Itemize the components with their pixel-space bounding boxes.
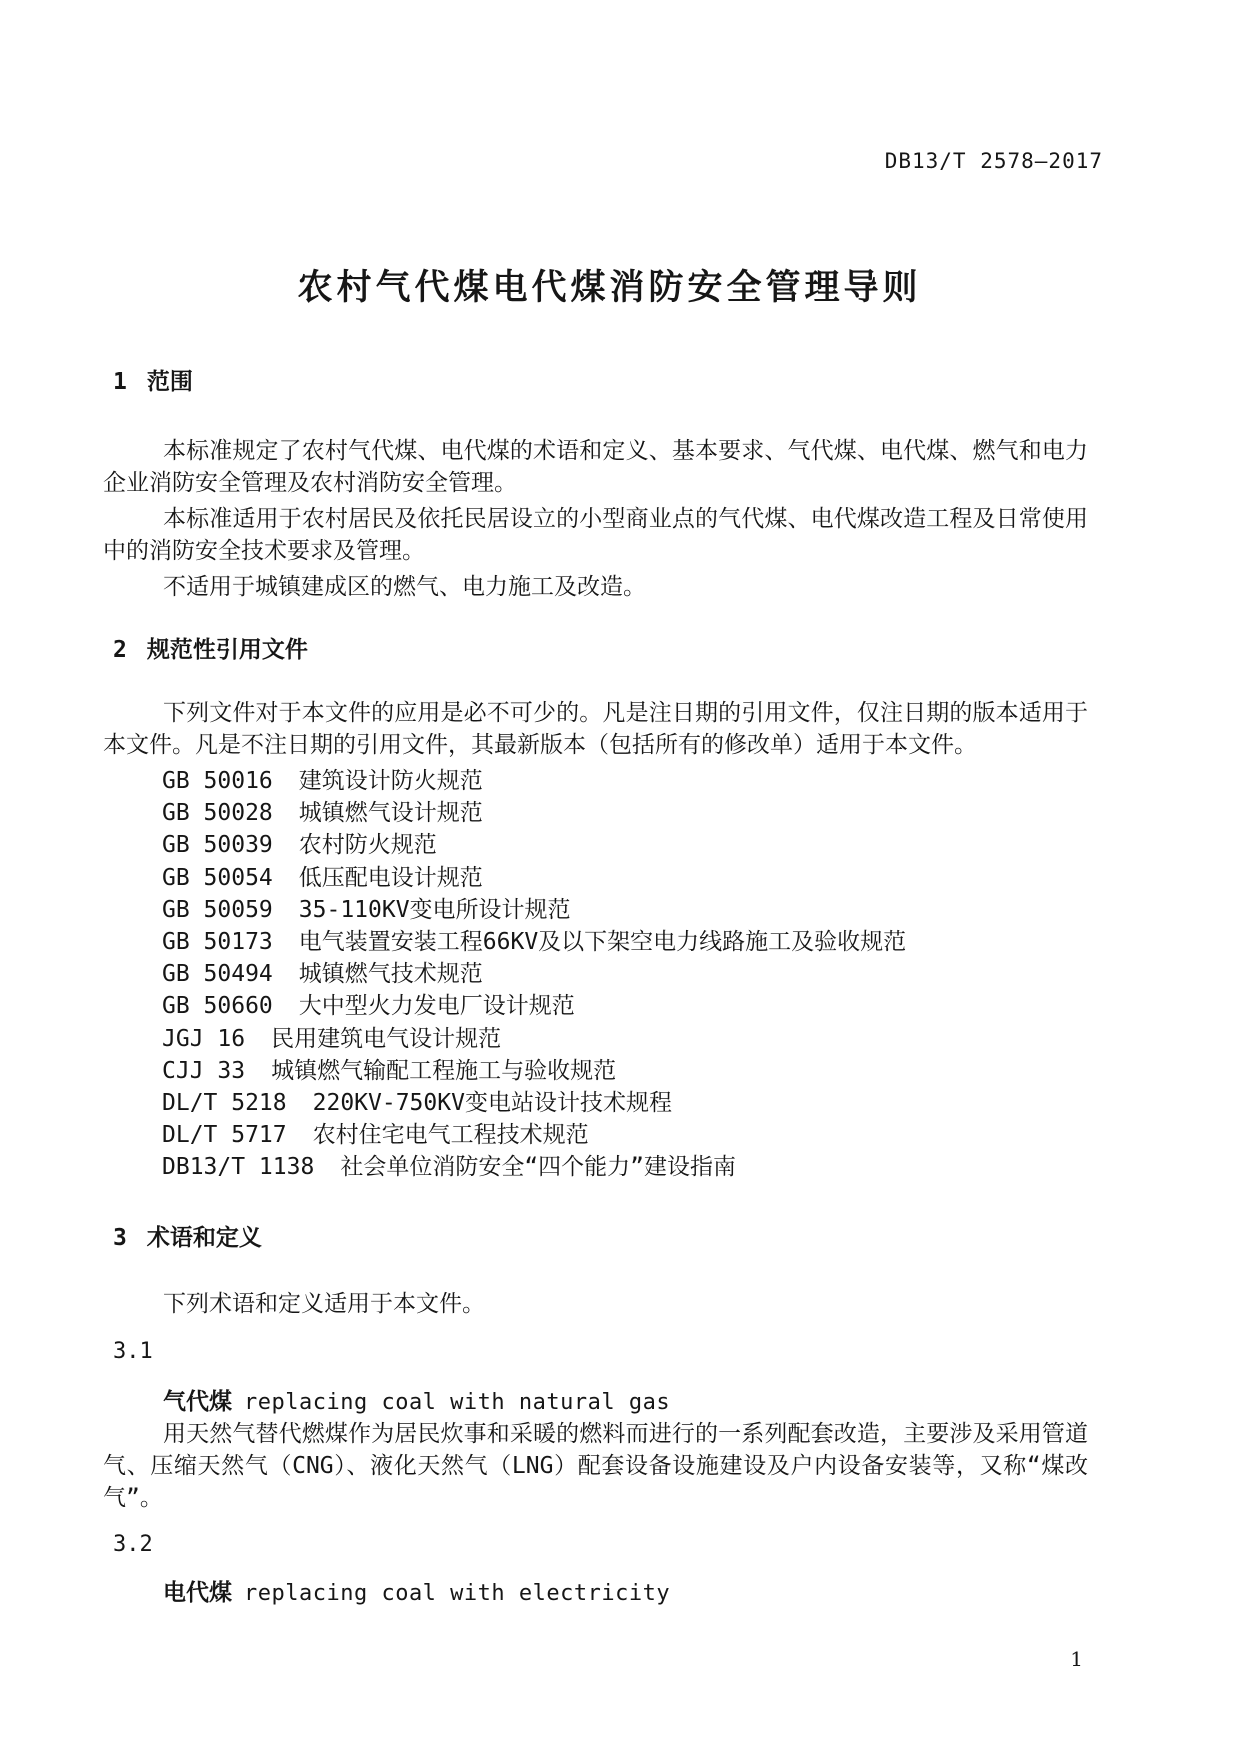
terms-intro: 下列术语和定义适用于本文件。	[163, 1290, 485, 1317]
reference-code: JGJ 16	[162, 1025, 246, 1052]
reference-title: 社会单位消防安全“四个能力”建设指南	[340, 1154, 737, 1181]
reference-item	[103, 797, 1088, 829]
term-3-1-english: replacing coal with natural gas	[244, 1389, 671, 1415]
references-intro: 下列文件对于本文件的应用是必不可少的。凡是注日期的引用文件，仅注日期的版本适用于本文件。凡是不注日期的引用文件，其最新版本（包括所有的修改单）适用于本文件。	[103, 700, 1088, 758]
reference-item	[103, 765, 1088, 797]
reference-code: GB 50028	[162, 800, 273, 827]
term-3-2-number: 3.2	[113, 1531, 153, 1557]
reference-item	[103, 1119, 1088, 1151]
reference-code: GB 50660	[162, 993, 273, 1020]
reference-title: 电气装置安装工程66KV及以下架空电力线路施工及验收规范	[298, 929, 907, 956]
reference-title: 城镇燃气输配工程施工与验收规范	[271, 1057, 617, 1084]
term-3-1-chinese: 气代煤	[163, 1388, 232, 1415]
section-3-number: 3	[113, 1224, 127, 1251]
reference-item	[103, 862, 1088, 894]
reference-title: 城镇燃气技术规范	[298, 961, 483, 988]
section-3-heading	[103, 1223, 1088, 1253]
reference-code: DB13/T 1138	[162, 1154, 315, 1181]
section-3-title: 术语和定义	[146, 1224, 262, 1251]
reference-code: DL/T 5218	[162, 1090, 287, 1117]
standard-code: DB13/T 2578—2017	[884, 149, 1103, 173]
reference-title: 农村住宅电气工程技术规范	[312, 1122, 589, 1149]
term-3-2-line	[103, 1578, 1088, 1609]
reference-code: GB 50039	[162, 832, 273, 859]
scope-paragraph-3: 不适用于城镇建成区的燃气、电力施工及改造。	[163, 574, 646, 600]
reference-title: 大中型火力发电厂设计规范	[298, 993, 575, 1020]
section-2-heading	[103, 635, 1088, 665]
reference-title: 220KV-750KV变电站设计技术规程	[312, 1090, 672, 1117]
page-number: 1	[1070, 1646, 1083, 1671]
reference-code: DL/T 5717	[162, 1122, 287, 1149]
reference-code: GB 50054	[162, 864, 273, 891]
scope-paragraph-2: 本标准适用于农村居民及依托民居设立的小型商业点的气代煤、电代煤改造工程及日常使用中的消防安全技术要求及管理。	[103, 506, 1088, 564]
term-3-2-english: replacing coal with electricity	[244, 1580, 671, 1606]
reference-code: CJJ 33	[162, 1057, 246, 1084]
section-1-heading	[103, 367, 1088, 397]
section-1-number: 1	[113, 369, 127, 395]
reference-item	[103, 926, 1088, 958]
term-3-1-number: 3.1	[113, 1338, 153, 1364]
reference-item	[103, 1151, 1088, 1183]
reference-item	[103, 1087, 1088, 1119]
reference-item	[103, 990, 1088, 1022]
term-3-1-definition: 用天然气替代燃煤作为居民炊事和采暖的燃料而进行的一系列配套改造，主要涉及采用管道气、压缩天然气（CNG）、液化天然气（LNG）配套设备设施建设及户内设备安装等，又称“煤改气”。	[103, 1420, 1088, 1511]
reference-title: 低压配电设计规范	[298, 864, 483, 891]
reference-title: 民用建筑电气设计规范	[271, 1025, 502, 1052]
reference-code: GB 50016	[162, 768, 273, 794]
reference-list	[103, 765, 1088, 1184]
reference-item	[103, 829, 1088, 861]
reference-code: GB 50494	[162, 961, 273, 988]
term-3-1-line	[103, 1387, 1088, 1418]
section-2-number: 2	[113, 637, 127, 663]
reference-title: 建筑设计防火规范	[298, 768, 483, 794]
reference-title: 农村防火规范	[298, 832, 437, 859]
reference-code: GB 50173	[162, 929, 273, 956]
scope-paragraph-1: 本标准规定了农村气代煤、电代煤的术语和定义、基本要求、气代煤、电代煤、燃气和电力企业消防安全管理及农村消防安全管理。	[103, 438, 1088, 496]
reference-item	[103, 958, 1088, 990]
reference-item	[103, 1055, 1088, 1087]
reference-code: GB 50059	[162, 896, 273, 923]
reference-title: 35-110KV变电所设计规范	[298, 896, 571, 923]
document-title: 农村气代煤电代煤消防安全管理导则	[297, 268, 922, 308]
term-3-2-chinese: 电代煤	[163, 1579, 232, 1606]
reference-item	[103, 894, 1088, 926]
reference-item	[103, 1023, 1088, 1055]
section-2-title: 规范性引用文件	[146, 637, 308, 663]
section-1-title: 范围	[146, 369, 193, 395]
reference-title: 城镇燃气设计规范	[298, 800, 483, 827]
